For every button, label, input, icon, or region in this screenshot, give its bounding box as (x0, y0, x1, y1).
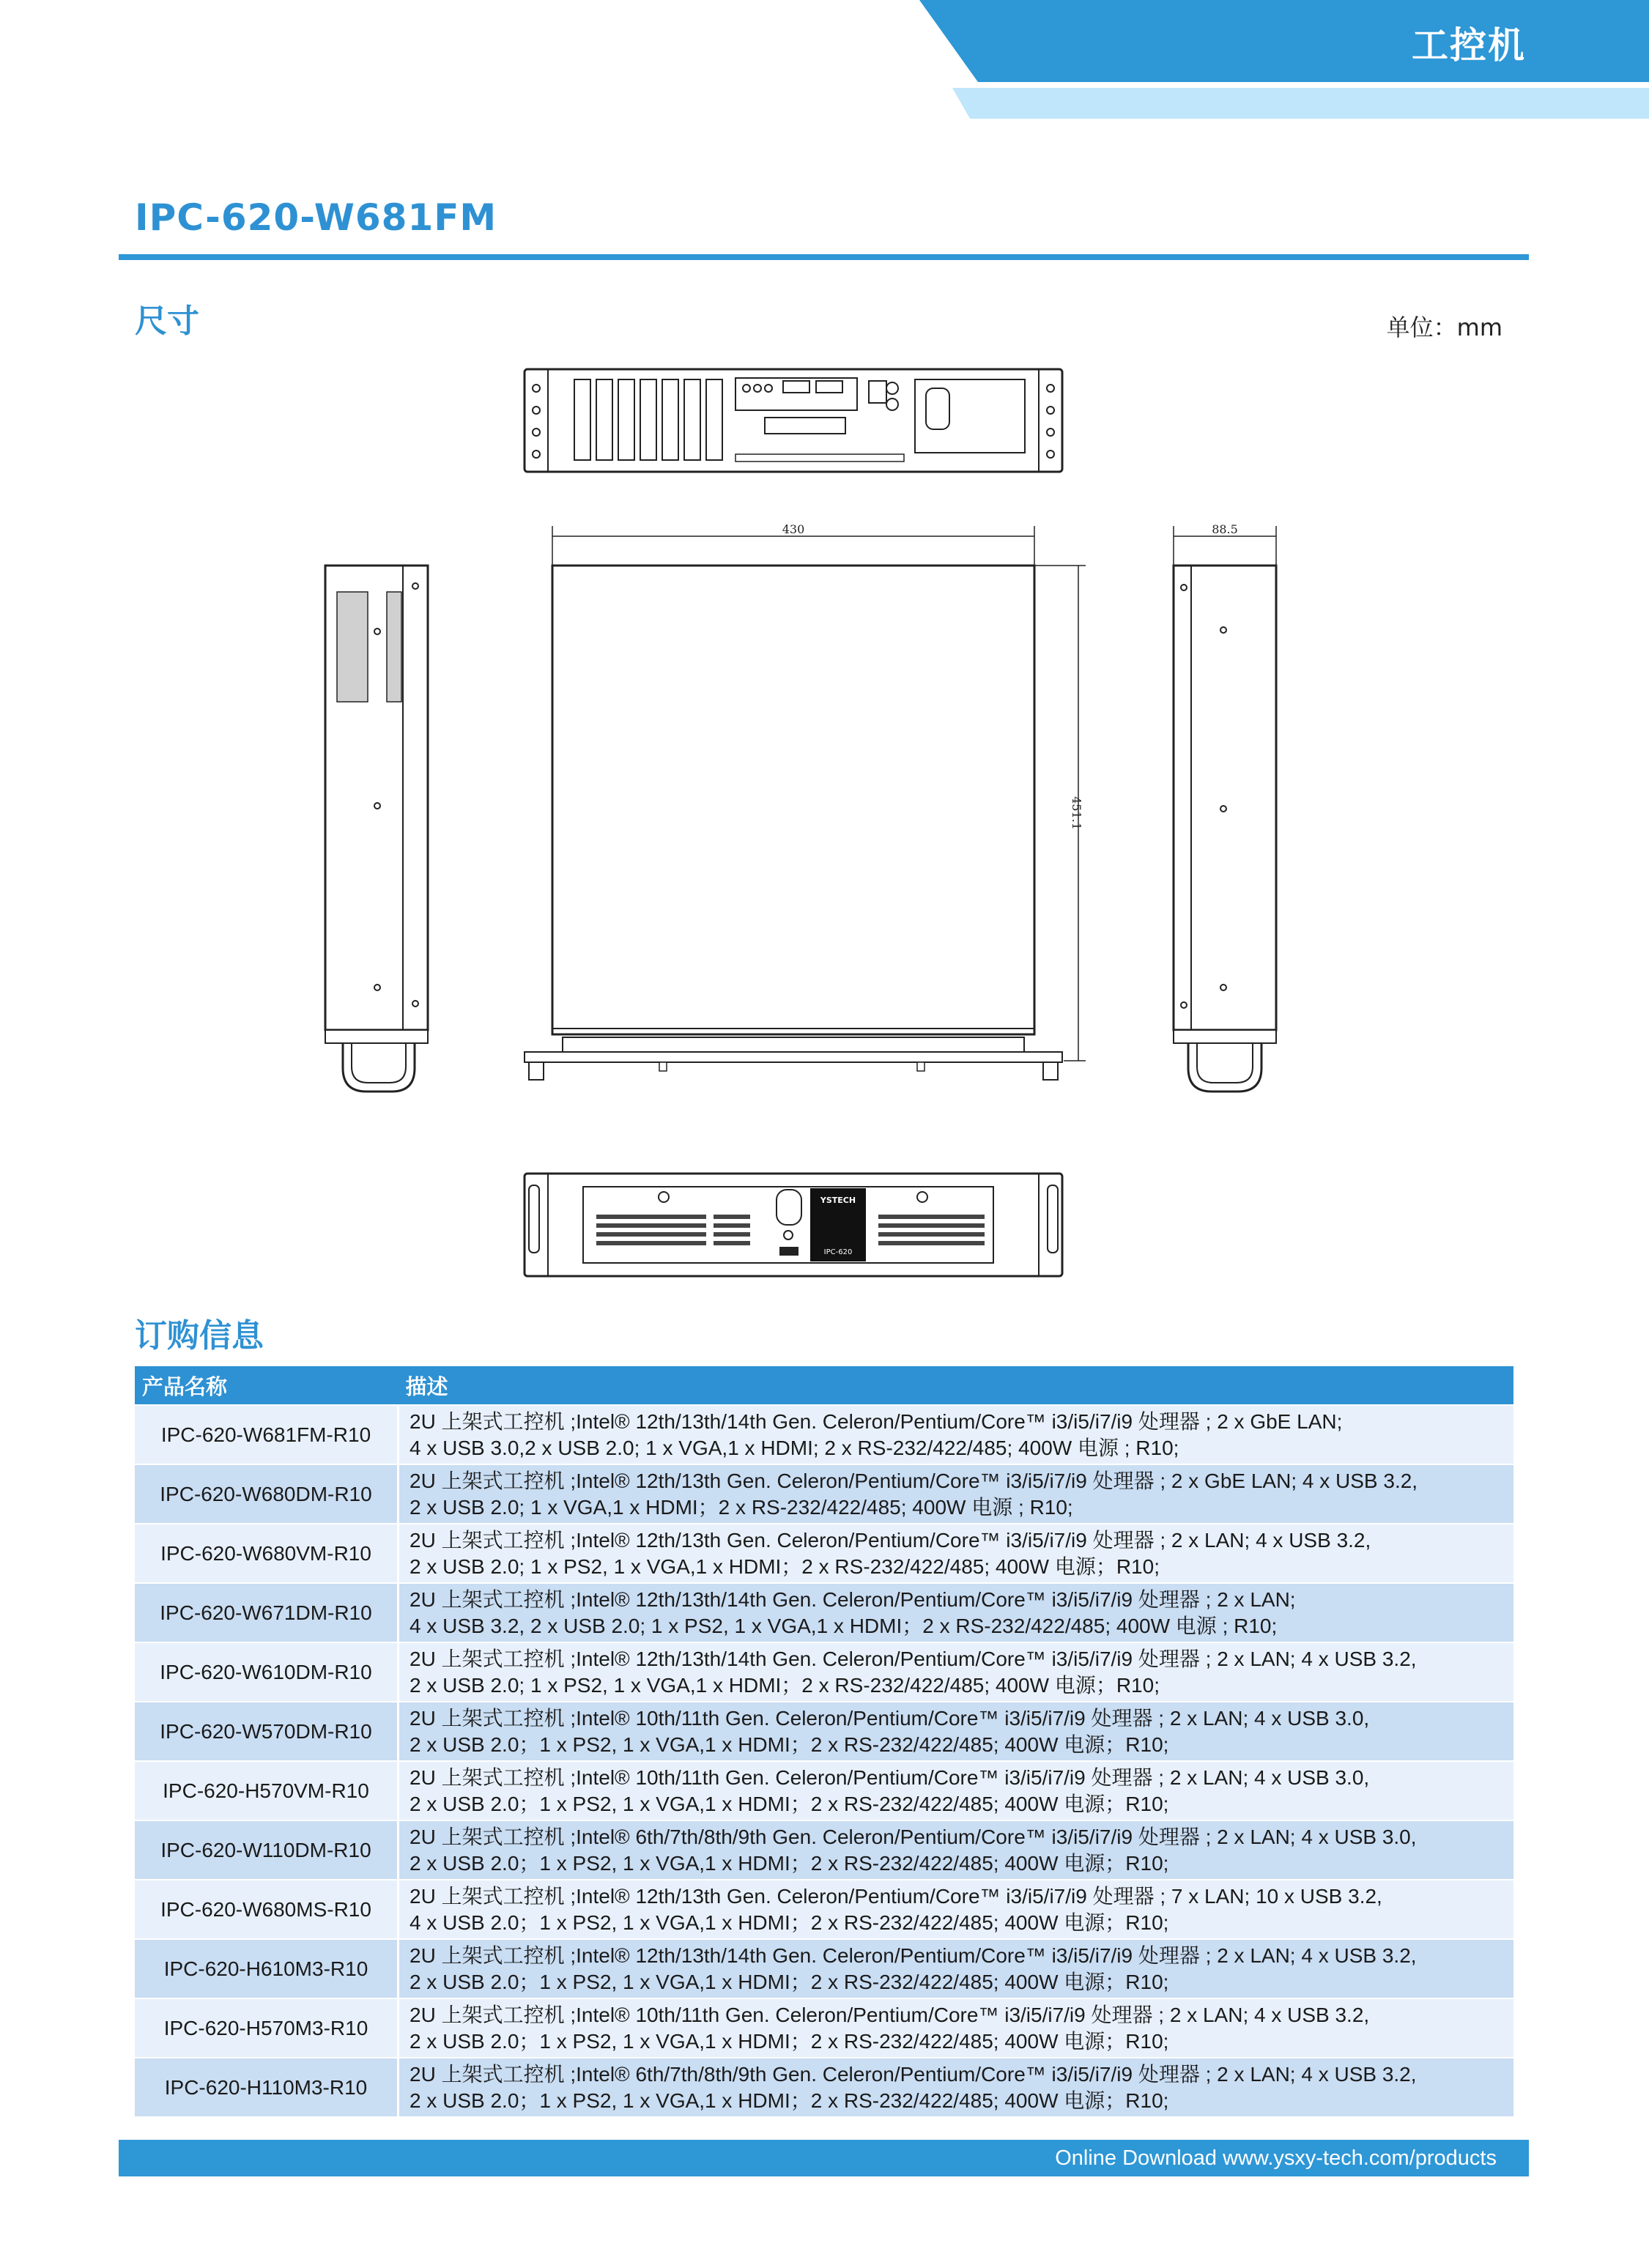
description-line: 2 x USB 2.0；1 x PS2, 1 x VGA,1 x HDMI；2 x RS-232/422/485; 400W 电源；R10; (410, 1792, 1169, 1815)
front-view-drawing (523, 1171, 1065, 1281)
description-line: 2U 上架式工控机 ;Intel® 12th/13th Gen. Celeron/Pentium/Core™ i3/i5/i7/i9 处理器 ; 2 x LAN; 4 x USB 3.2, (410, 1528, 1371, 1552)
header-category: 工控机 (1412, 24, 1526, 67)
table-row (135, 1464, 1513, 1524)
product-description (399, 1405, 1514, 1464)
front-model-label: IPC-620 (823, 1248, 853, 1256)
top-view-drawing (522, 522, 1108, 1093)
table-row (135, 1642, 1513, 1702)
product-name: IPC-620-W570DM-R10 (135, 1702, 399, 1761)
width-dimension-label: 430 (782, 522, 805, 536)
table-row (135, 1761, 1513, 1820)
description-line: 2U 上架式工控机 ;Intel® 6th/7th/8th/9th Gen. Celeron/Pentium/Core™ i3/i5/i7/i9 处理器 ; 2 x LAN; 4 x USB 3.0, (410, 1825, 1417, 1848)
header-banner (919, 0, 1649, 82)
unit-label: 单位：mm (1386, 314, 1502, 341)
description-line: 4 x USB 3.2, 2 x USB 2.0; 1 x PS2, 1 x VGA,1 x HDMI；2 x RS-232/422/485; 400W 电源 ; R10; (410, 1614, 1278, 1637)
depth-dimension-label: 451.1 (1070, 796, 1083, 830)
product-description (399, 1583, 1514, 1642)
product-name: IPC-620-W680DM-R10 (135, 1464, 399, 1524)
product-name: IPC-620-H570M3-R10 (135, 1998, 399, 2058)
table-row (135, 1583, 1513, 1642)
description-line: 2 x USB 2.0；1 x PS2, 1 x VGA,1 x HDMI；2 x RS-232/422/485; 400W 电源；R10; (410, 2089, 1169, 2112)
column-header-description: 描述 (399, 1366, 1514, 1405)
rear-view-drawing (523, 366, 1065, 476)
table-header-row (135, 1366, 1513, 1405)
table-row (135, 1524, 1513, 1583)
table-row (135, 1880, 1513, 1939)
product-description (399, 1524, 1514, 1583)
description-line: 2 x USB 2.0；1 x PS2, 1 x VGA,1 x HDMI；2 x RS-232/422/485; 400W 电源；R10; (410, 1851, 1169, 1875)
product-description (399, 1642, 1514, 1702)
description-line: 2 x USB 2.0; 1 x VGA,1 x HDMI；2 x RS-232/422/485; 400W 电源 ; R10; (410, 1495, 1073, 1519)
product-description (399, 1998, 1514, 2058)
product-description (399, 1464, 1514, 1524)
product-description (399, 2058, 1514, 2116)
table-row (135, 1702, 1513, 1761)
product-name: IPC-620-W671DM-R10 (135, 1583, 399, 1642)
product-name: IPC-620-W681FM-R10 (135, 1405, 399, 1464)
product-name: IPC-620-W110DM-R10 (135, 1820, 399, 1880)
product-name: IPC-620-H610M3-R10 (135, 1939, 399, 1998)
title-divider (119, 254, 1529, 260)
product-description (399, 1820, 1514, 1880)
product-description (399, 1939, 1514, 1998)
description-line: 2U 上架式工控机 ;Intel® 10th/11th Gen. Celeron/Pentium/Core™ i3/i5/i7/i9 处理器 ; 2 x LAN; 4 x USB 3.2, (410, 2003, 1370, 2026)
height-dimension-label: 88.5 (1212, 522, 1238, 536)
footer-download-link[interactable]: Online Download www.ysxy-tech.com/products (1055, 2146, 1497, 2170)
description-line: 2U 上架式工控机 ;Intel® 6th/7th/8th/9th Gen. Celeron/Pentium/Core™ i3/i5/i7/i9 处理器 ; 2 x LAN; 4 x USB 3.2, (410, 2062, 1417, 2086)
description-line: 2U 上架式工控机 ;Intel® 12th/13th/14th Gen. Celeron/Pentium/Core™ i3/i5/i7/i9 处理器 ; 2 x LAN; 4 x USB 3.2, (410, 1943, 1417, 1967)
product-description (399, 1702, 1514, 1761)
ordering-table (135, 1366, 1513, 2116)
description-line: 2 x USB 2.0; 1 x PS2, 1 x VGA,1 x HDMI；2 x RS-232/422/485; 400W 电源；R10; (410, 1673, 1160, 1697)
description-line: 2 x USB 2.0；1 x PS2, 1 x VGA,1 x HDMI；2 x RS-232/422/485; 400W 电源；R10; (410, 1970, 1169, 1993)
front-brand-label: YSTECH (820, 1196, 856, 1205)
page-title: IPC-620-W681FM (135, 196, 497, 239)
description-line: 2U 上架式工控机 ;Intel® 10th/11th Gen. Celeron/Pentium/Core™ i3/i5/i7/i9 处理器 ; 2 x LAN; 4 x USB 3.0, (410, 1765, 1370, 1789)
header-accent-stripe (952, 88, 1649, 119)
side-view-right-drawing (1171, 522, 1281, 1108)
product-name: IPC-620-H570VM-R10 (135, 1761, 399, 1820)
description-line: 4 x USB 2.0；1 x PS2, 1 x VGA,1 x HDMI；2 x RS-232/422/485; 400W 电源；R10; (410, 1911, 1169, 1934)
description-line: 2U 上架式工控机 ;Intel® 12th/13th/14th Gen. Celeron/Pentium/Core™ i3/i5/i7/i9 处理器 ; 2 x LAN; (410, 1587, 1296, 1611)
description-line: 2U 上架式工控机 ;Intel® 12th/13th/14th Gen. Celeron/Pentium/Core™ i3/i5/i7/i9 处理器 ; 2 x GbE LAN; (410, 1409, 1343, 1433)
table-row (135, 2058, 1513, 2116)
product-name: IPC-620-H110M3-R10 (135, 2058, 399, 2116)
table-row (135, 1820, 1513, 1880)
description-line: 2U 上架式工控机 ;Intel® 10th/11th Gen. Celeron/Pentium/Core™ i3/i5/i7/i9 处理器 ; 2 x LAN; 4 x USB 3.0, (410, 1706, 1370, 1730)
product-description (399, 1880, 1514, 1939)
ordering-heading: 订购信息 (135, 1317, 264, 1354)
side-view-left-drawing (322, 564, 432, 1106)
product-name: IPC-620-W680MS-R10 (135, 1880, 399, 1939)
column-header-product-name: 产品名称 (135, 1366, 399, 1405)
dimensions-heading: 尺寸 (135, 303, 199, 340)
description-line: 2U 上架式工控机 ;Intel® 12th/13th Gen. Celeron/Pentium/Core™ i3/i5/i7/i9 处理器 ; 2 x GbE LAN; 4 x USB 3.2, (410, 1469, 1418, 1492)
product-description (399, 1761, 1514, 1820)
description-line: 2 x USB 2.0；1 x PS2, 1 x VGA,1 x HDMI；2 x RS-232/422/485; 400W 电源；R10; (410, 2029, 1169, 2053)
product-name: IPC-620-W680VM-R10 (135, 1524, 399, 1583)
description-line: 2 x USB 2.0；1 x PS2, 1 x VGA,1 x HDMI；2 x RS-232/422/485; 400W 电源；R10; (410, 1732, 1169, 1756)
description-line: 2 x USB 2.0; 1 x PS2, 1 x VGA,1 x HDMI；2 x RS-232/422/485; 400W 电源；R10; (410, 1554, 1160, 1578)
description-line: 4 x USB 3.0,2 x USB 2.0; 1 x VGA,1 x HDMI; 2 x RS-232/422/485; 400W 电源 ; R10; (410, 1436, 1179, 1459)
table-row (135, 1405, 1513, 1464)
description-line: 2U 上架式工控机 ;Intel® 12th/13th Gen. Celeron/Pentium/Core™ i3/i5/i7/i9 处理器 ; 7 x LAN; 10 x USB 3.2, (410, 1884, 1382, 1908)
table-row (135, 1939, 1513, 1998)
product-name: IPC-620-W610DM-R10 (135, 1642, 399, 1702)
table-row (135, 1998, 1513, 2058)
description-line: 2U 上架式工控机 ;Intel® 12th/13th/14th Gen. Celeron/Pentium/Core™ i3/i5/i7/i9 处理器 ; 2 x LAN; 4 x USB 3.2, (410, 1647, 1417, 1670)
